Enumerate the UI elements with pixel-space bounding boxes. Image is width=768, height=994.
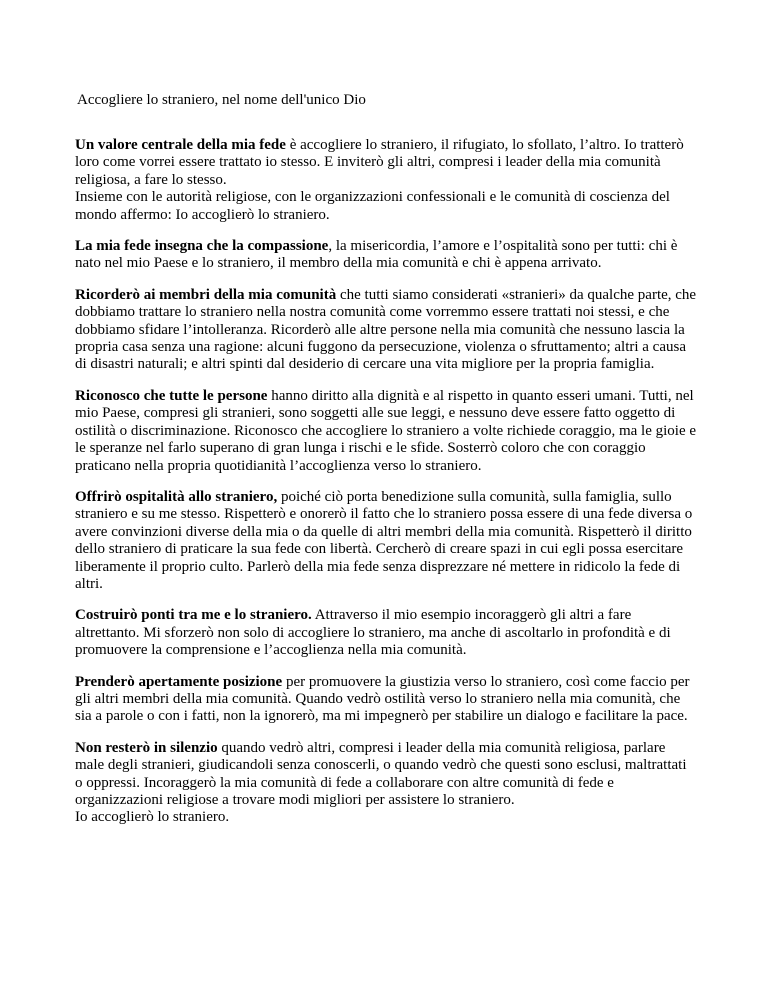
- paragraph-text: quando vedrò altri, compresi i leader della mia comunità religiosa, parlare male degli stranieri, giudicandoli senza conoscerli, o quando vedrò che questi sono esclusi, maltrattati o oppressi. Incoraggerò la mia comunità di fede a collaborare con altre comunità di fede e organizzazioni religiose a trovare modi migliori per assistere lo straniero.: [75, 739, 687, 808]
- paragraph-lead: Ricorderò ai membri della mia comunità: [75, 286, 337, 303]
- paragraph-extra: Insieme con le autorità religiose, con le organizzazioni confessionali e le comunità di coscienza del mondo affermo: Io accoglierò lo straniero.: [75, 189, 670, 223]
- document-body: [75, 137, 697, 841]
- paragraph-text: Attraverso il mio esempio incoraggerò gli altri a fare altrettanto. Mi sforzerò non solo di accogliere lo straniero, ma anche di ascoltarlo in profondità e di promuovere la comprensione e l’accoglienza nella mia comunità.: [75, 607, 671, 659]
- paragraph-7: [75, 674, 697, 726]
- paragraph-lead: Offrirò ospitalità allo straniero,: [75, 488, 278, 505]
- paragraph-lead: Costruirò ponti tra me e lo straniero.: [75, 607, 312, 624]
- paragraph-2: [75, 238, 697, 273]
- paragraph-text: hanno diritto alla dignità e al rispetto in quanto esseri umani. Tutti, nel mio Paese, compresi gli stranieri, sono soggetti alle sue leggi, e nessuno deve essere fatto oggetto di ostilità o discriminazione. Riconosco che accogliere lo straniero a volte richiede coraggio, ma le gioie e le speranze nel farlo superano di gran lunga i rischi e le sfide. Sosterrò coloro che con coraggio praticano nella propria quotidianità l’accoglienza verso lo straniero.: [75, 387, 697, 474]
- paragraph-text: poiché ciò porta benedizione sulla comunità, sulla famiglia, sullo straniero e su me stesso. Rispetterò e onorerò il fatto che lo straniero possa essere di una fede diversa o avere convinzioni diverse della mia o da quelle di altri membri della mia comunità. Rispetterò il diritto dello straniero di praticare la sua fede con libertà. Cercherò di creare spazi in cui egli possa esercitare liberamente il proprio culto. Parlerò della mia fede senza disprezzare né mettere in ridicolo la fede di altri.: [75, 488, 693, 592]
- paragraph-3: [75, 287, 697, 374]
- document-title: Accogliere lo straniero, nel nome dell'unico Dio: [77, 92, 366, 108]
- paragraph-text: , la misericordia, l’amore e l’ospitalità sono per tutti: chi è nato nel mio Paese e lo straniero, il membro della mia comunità e chi è appena arrivato.: [75, 238, 678, 272]
- paragraph-lead: Prenderò apertamente posizione: [75, 673, 283, 690]
- paragraph-lead: La mia fede insegna che la compassione: [75, 238, 329, 255]
- paragraph-lead: Non resterò in silenzio: [75, 739, 218, 756]
- paragraph-5: [75, 489, 697, 593]
- paragraph-lead: Riconosco che tutte le persone: [75, 387, 268, 404]
- paragraph-4: [75, 388, 697, 475]
- paragraph-text: per promuovere la giustizia verso lo straniero, così come faccio per gli altri membri della mia comunità. Quando vedrò ostilità verso lo straniero nella mia comunità, che sia a parole o con i fatti, non la ignorerò, ma mi impegnerò per stabilire un dialogo e facilitare la pace.: [75, 673, 690, 725]
- paragraph-lead: Un valore centrale della mia fede: [75, 137, 286, 153]
- paragraph-text: è accogliere lo straniero, il rifugiato, lo sfollato, l’altro. Io tratterò loro come vorrei essere trattato io stesso. E inviterò gli altri, compresi i leader della mia comunità religiosa, a fare lo stesso.: [75, 137, 684, 188]
- paragraph-extra: Io accoglierò lo straniero.: [75, 809, 230, 826]
- paragraph-6: [75, 607, 697, 659]
- paragraph-1: [75, 137, 697, 224]
- paragraph-8: [75, 740, 697, 827]
- paragraph-text: che tutti siamo considerati «stranieri» da qualche parte, che dobbiamo trattare lo straniero nella nostra comunità come vorremmo essere trattati noi stessi, e che dobbiamo sfidare l’intolleranza. Ricorderò alle altre persone nella mia comunità che nessuno lascia la propria casa senza una ragione: alcuni fuggono da persecuzione, violenza o sfruttamento; altri a causa di disastri naturali; e altri spinti dal desiderio di cercare una vita migliore per la propria famiglia.: [75, 286, 697, 373]
